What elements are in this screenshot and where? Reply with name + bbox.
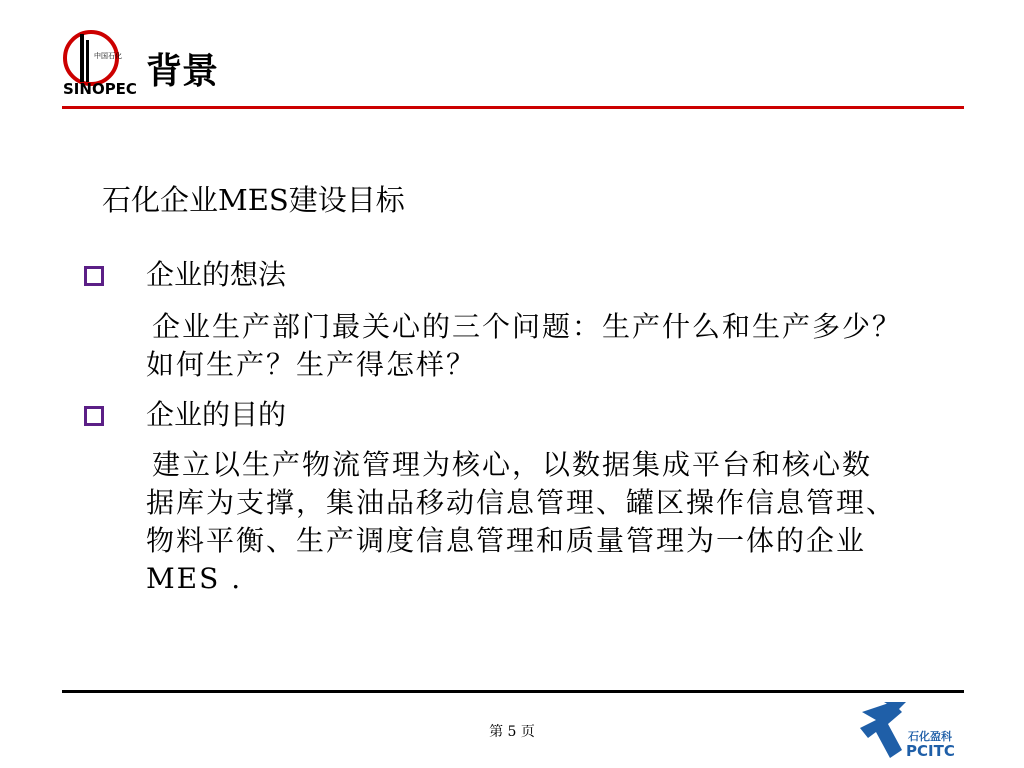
svg-text:PCITC: PCITC xyxy=(906,742,955,760)
sinopec-logo xyxy=(60,28,137,100)
pcitc-logo xyxy=(858,698,968,762)
ideas-line-1: 企业生产部门最关心的三个问题：生产什么和生产多少？ xyxy=(152,310,903,343)
footer-divider xyxy=(62,690,964,693)
ideas-body xyxy=(146,308,996,384)
purpose-line-3: 物料平衡、生产调度信息管理和质量管理为一体的企业 xyxy=(146,524,867,557)
bullet-square-icon xyxy=(84,406,104,426)
svg-text:SINOPEC: SINOPEC xyxy=(63,80,137,98)
purpose-line-4: MES . xyxy=(146,562,243,595)
purpose-line-2: 据库为支撑，集油品移动信息管理、罐区操作信息管理、 xyxy=(146,486,897,519)
ideas-line-2: 如何生产？生产得怎样？ xyxy=(146,348,477,381)
bullet-heading-purpose: 企业的目的 xyxy=(146,398,287,431)
bullet-square-icon xyxy=(84,266,104,286)
purpose-line-1: 建立以生产物流管理为核心，以数据集成平台和核心数 xyxy=(152,448,873,481)
svg-text:中国石化: 中国石化 xyxy=(94,52,122,60)
bullet-heading-ideas: 企业的想法 xyxy=(146,258,287,291)
svg-text:石化盈科: 石化盈科 xyxy=(908,730,952,743)
section-subtitle: 石化企业MES建设目标 xyxy=(102,183,405,217)
page-title: 背景 xyxy=(146,51,219,92)
header-divider xyxy=(62,106,964,109)
page-number: 第 5 页 xyxy=(489,724,535,740)
purpose-body xyxy=(146,446,996,598)
